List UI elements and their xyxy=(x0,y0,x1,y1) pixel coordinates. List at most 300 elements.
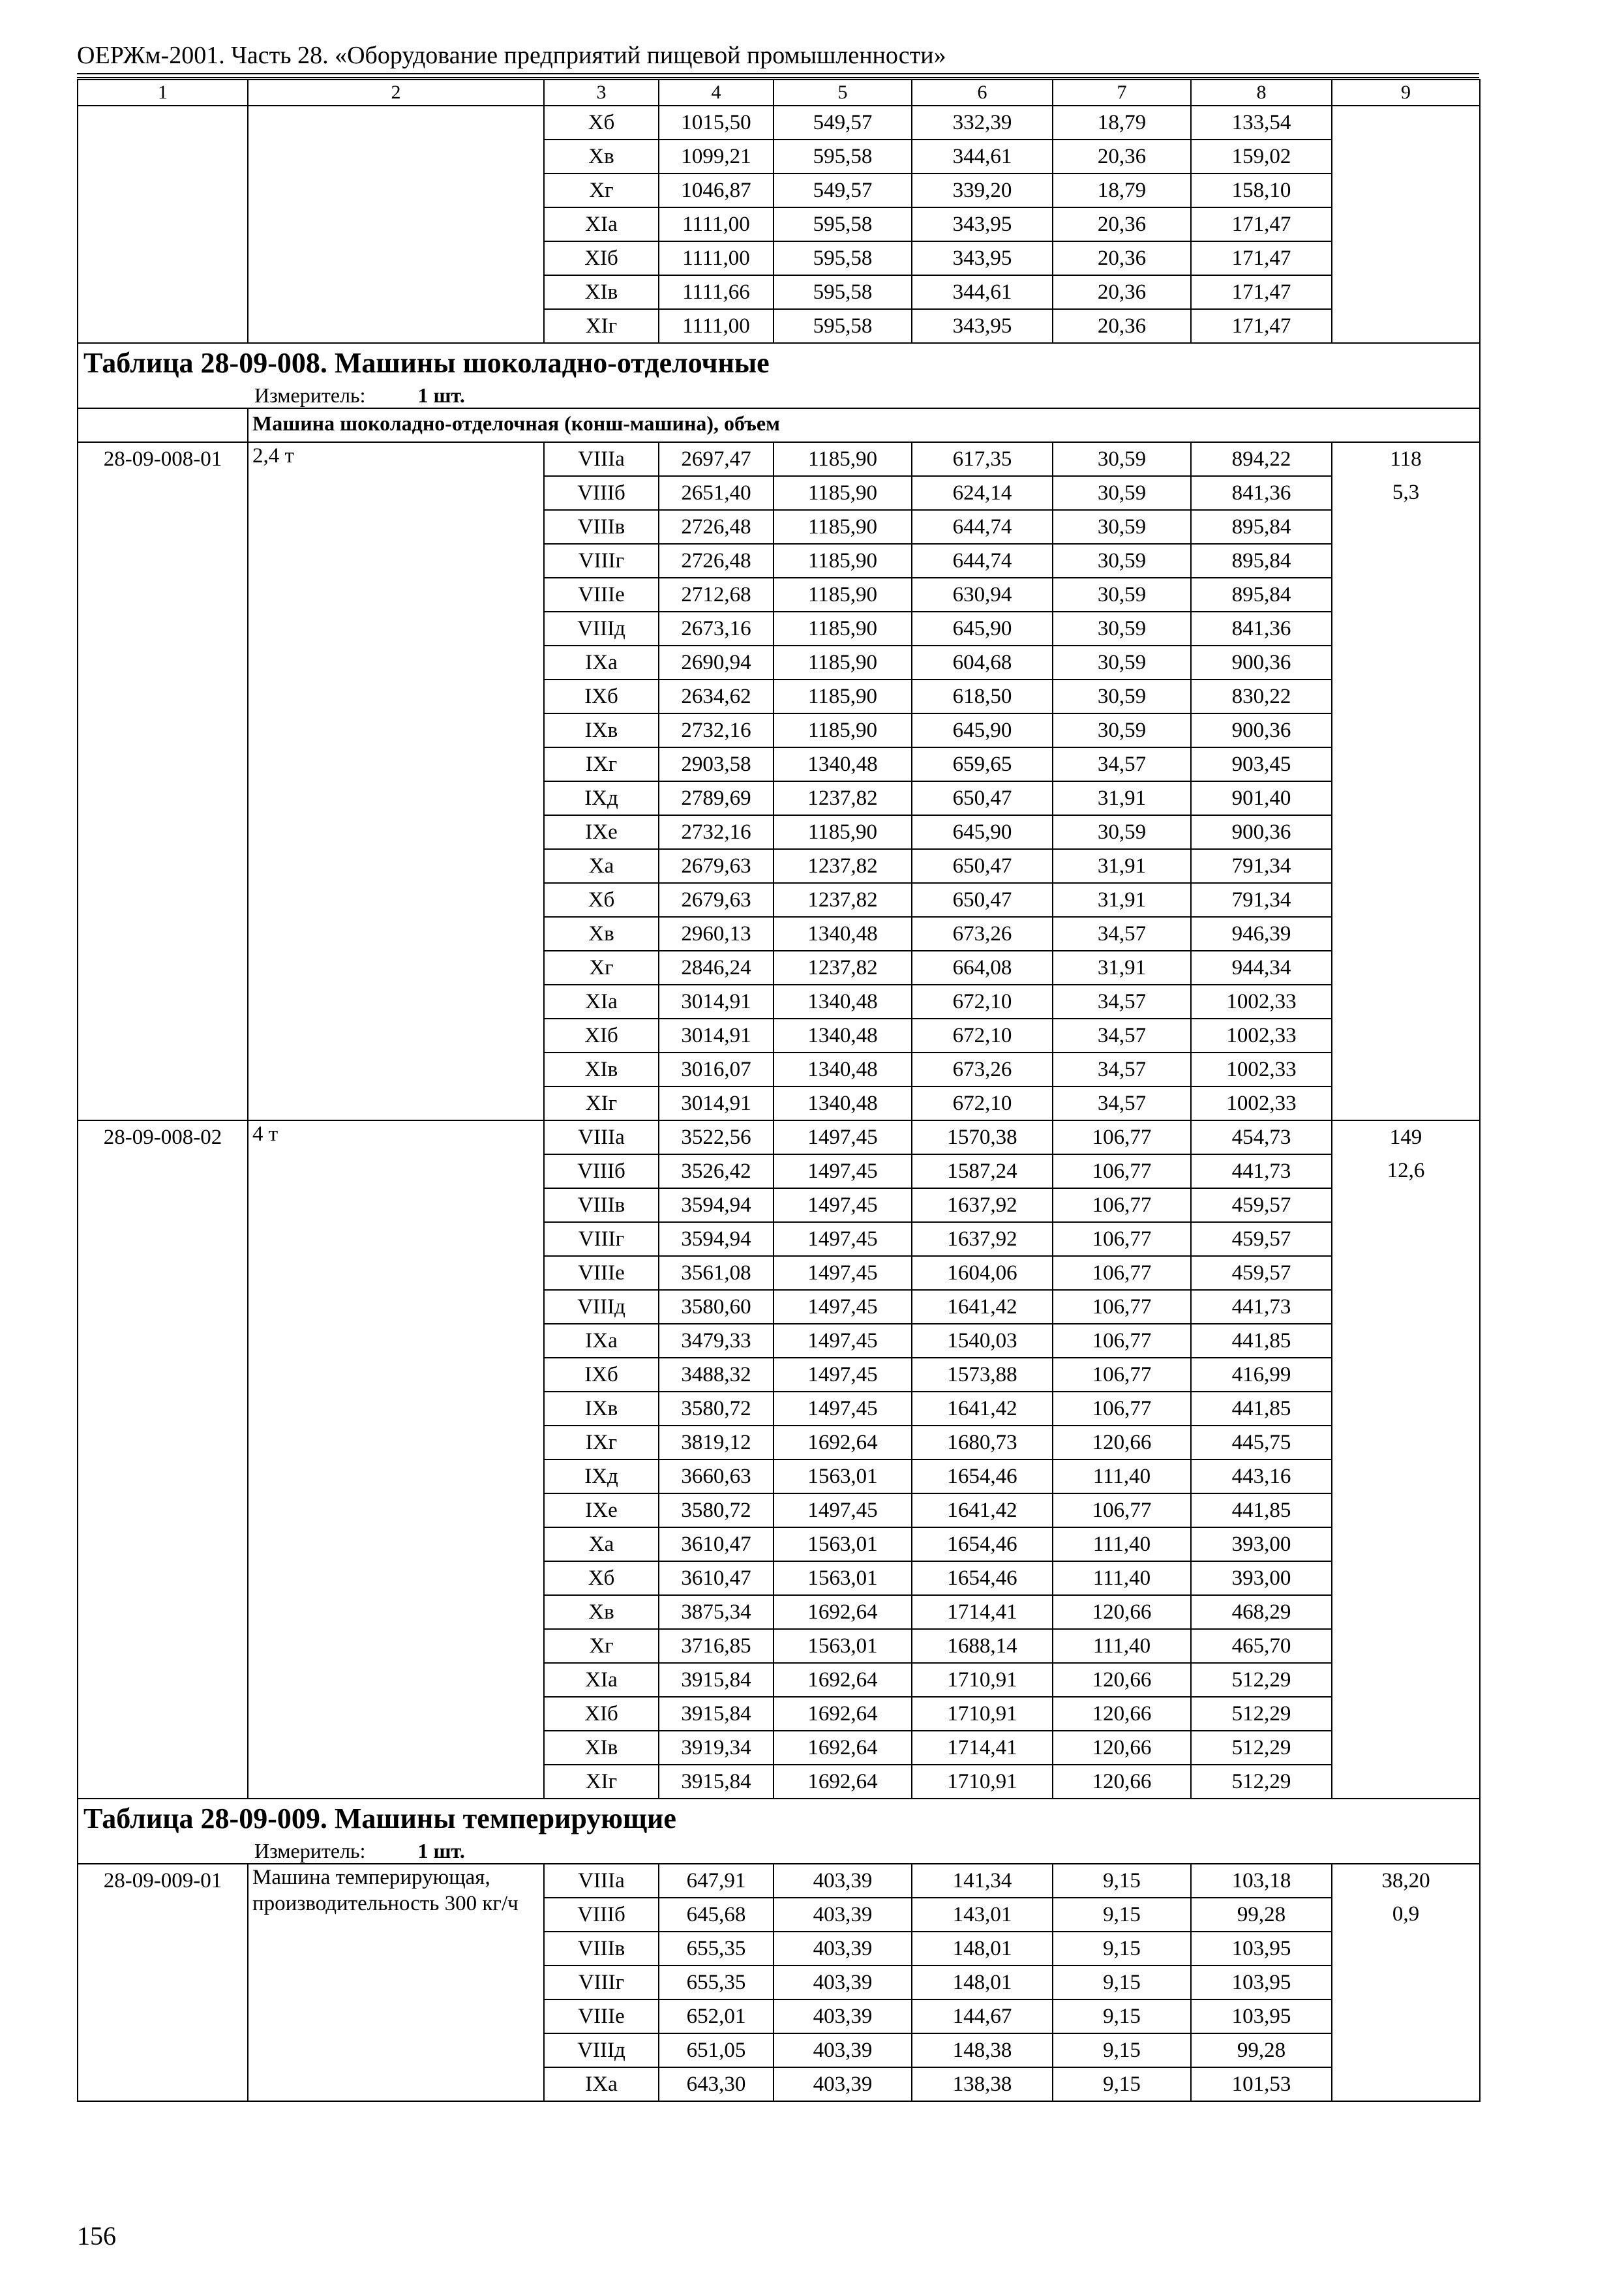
zone-cell: Xв xyxy=(544,917,659,951)
zone-cell: VIIIг xyxy=(544,1222,659,1256)
total-cost-cell: 3819,12 xyxy=(659,1426,774,1459)
materials-cell: 465,70 xyxy=(1191,1629,1332,1663)
machines-cell: 148,38 xyxy=(912,2033,1053,2067)
table-row xyxy=(78,442,1480,476)
materials-cell: 900,36 xyxy=(1191,646,1332,680)
machinists-wages-cell: 120,66 xyxy=(1053,1595,1191,1629)
resource-cell xyxy=(1332,1527,1480,1561)
machines-cell: 1570,38 xyxy=(912,1120,1053,1154)
resource-cell xyxy=(1332,951,1480,985)
wages-cell: 595,58 xyxy=(774,275,912,309)
wages-cell: 549,57 xyxy=(774,173,912,207)
materials-cell: 158,10 xyxy=(1191,173,1332,207)
wages-cell: 1497,45 xyxy=(774,1120,912,1154)
wages-cell: 1497,45 xyxy=(774,1256,912,1290)
machinists-wages-cell: 106,77 xyxy=(1053,1256,1191,1290)
machinists-wages-cell: 106,77 xyxy=(1053,1120,1191,1154)
total-cost-cell: 652,01 xyxy=(659,1999,774,2033)
resource-cell xyxy=(1332,713,1480,747)
machines-cell: 650,47 xyxy=(912,781,1053,815)
name-cell: 4 т xyxy=(248,1120,544,1799)
resource-cell xyxy=(1332,917,1480,951)
machinists-wages-cell: 9,15 xyxy=(1053,1932,1191,1966)
page-header: ОЕРЖм-2001. Часть 28. «Оборудование предприятий пищевой промышленности» xyxy=(77,42,946,69)
resource-cell xyxy=(1332,1966,1480,1999)
wages-cell: 1563,01 xyxy=(774,1629,912,1663)
zone-cell: VIIIб xyxy=(544,1898,659,1932)
zone-cell: IXв xyxy=(544,1392,659,1426)
column-number-cell: 5 xyxy=(774,80,912,106)
machines-cell: 344,61 xyxy=(912,140,1053,173)
resource-cell xyxy=(1332,883,1480,917)
materials-cell: 445,75 xyxy=(1191,1426,1332,1459)
wages-cell: 1563,01 xyxy=(774,1527,912,1561)
zone-cell: IXд xyxy=(544,1459,659,1493)
machinists-wages-cell: 120,66 xyxy=(1053,1426,1191,1459)
machines-cell: 664,08 xyxy=(912,951,1053,985)
machinists-wages-cell: 120,66 xyxy=(1053,1663,1191,1697)
machinists-wages-cell: 106,77 xyxy=(1053,1493,1191,1527)
machines-cell: 650,47 xyxy=(912,849,1053,883)
total-cost-cell: 2673,16 xyxy=(659,612,774,646)
machinists-wages-cell: 120,66 xyxy=(1053,1731,1191,1765)
total-cost-cell: 3580,72 xyxy=(659,1493,774,1527)
resource-cell xyxy=(1332,1999,1480,2033)
zone-cell: Xв xyxy=(544,140,659,173)
code-cell: 28-09-008-01 xyxy=(78,442,248,1120)
zone-cell: Xг xyxy=(544,1629,659,1663)
wages-cell: 403,39 xyxy=(774,1932,912,1966)
zone-cell: IXд xyxy=(544,781,659,815)
machinists-wages-cell: 34,57 xyxy=(1053,985,1191,1019)
machines-cell: 332,39 xyxy=(912,106,1053,140)
resource-cell xyxy=(1332,1019,1480,1053)
materials-cell: 791,34 xyxy=(1191,849,1332,883)
machinists-wages-cell: 9,15 xyxy=(1053,1864,1191,1898)
materials-cell: 103,95 xyxy=(1191,1932,1332,1966)
total-cost-cell: 3610,47 xyxy=(659,1561,774,1595)
table-title: Таблица 28-09-008. Машины шоколадно-отделочные xyxy=(83,347,770,379)
wages-cell: 1340,48 xyxy=(774,1053,912,1086)
wages-cell: 1692,64 xyxy=(774,1765,912,1799)
machinists-wages-cell: 34,57 xyxy=(1053,1086,1191,1120)
total-cost-cell: 3610,47 xyxy=(659,1527,774,1561)
materials-cell: 895,84 xyxy=(1191,578,1332,612)
total-cost-cell: 2697,47 xyxy=(659,442,774,476)
zone-cell: VIIIе xyxy=(544,1256,659,1290)
wages-cell: 1497,45 xyxy=(774,1493,912,1527)
materials-cell: 443,16 xyxy=(1191,1459,1332,1493)
wages-cell: 1237,82 xyxy=(774,883,912,917)
resource-cell xyxy=(1332,985,1480,1019)
materials-cell: 441,85 xyxy=(1191,1493,1332,1527)
total-cost-cell: 3014,91 xyxy=(659,1086,774,1120)
materials-cell: 171,47 xyxy=(1191,241,1332,275)
materials-cell: 946,39 xyxy=(1191,917,1332,951)
materials-cell: 512,29 xyxy=(1191,1765,1332,1799)
wages-cell: 1497,45 xyxy=(774,1324,912,1358)
zone-cell: Xг xyxy=(544,951,659,985)
materials-cell: 894,22 xyxy=(1191,442,1332,476)
materials-cell: 101,53 xyxy=(1191,2067,1332,2101)
resource-cell xyxy=(1332,2033,1480,2067)
total-cost-cell: 3016,07 xyxy=(659,1053,774,1086)
zone-cell: VIIIа xyxy=(544,442,659,476)
unit-line xyxy=(78,1838,1479,1863)
column-number-cell: 6 xyxy=(912,80,1053,106)
materials-cell: 468,29 xyxy=(1191,1595,1332,1629)
resource-cell xyxy=(1332,1222,1480,1256)
name-cell: 2,4 т xyxy=(248,442,544,1120)
machinists-wages-cell: 120,66 xyxy=(1053,1765,1191,1799)
materials-cell: 841,36 xyxy=(1191,612,1332,646)
machines-cell: 1710,91 xyxy=(912,1765,1053,1799)
materials-cell: 99,28 xyxy=(1191,1898,1332,1932)
machines-cell: 672,10 xyxy=(912,985,1053,1019)
resource-cell: 38,20 xyxy=(1332,1864,1480,1898)
resource-cell: 0,9 xyxy=(1332,1898,1480,1932)
machines-cell: 344,61 xyxy=(912,275,1053,309)
total-cost-cell: 2712,68 xyxy=(659,578,774,612)
total-cost-cell: 1046,87 xyxy=(659,173,774,207)
total-cost-cell: 3488,32 xyxy=(659,1358,774,1392)
machines-cell: 1714,41 xyxy=(912,1595,1053,1629)
zone-cell: Xг xyxy=(544,173,659,207)
materials-cell: 1002,33 xyxy=(1191,1053,1332,1086)
zone-cell: XIб xyxy=(544,241,659,275)
materials-cell: 512,29 xyxy=(1191,1663,1332,1697)
unit-value: 1 шт. xyxy=(417,383,465,407)
machines-cell: 141,34 xyxy=(912,1864,1053,1898)
wages-cell: 403,39 xyxy=(774,1966,912,1999)
materials-cell: 441,85 xyxy=(1191,1392,1332,1426)
zone-cell: XIв xyxy=(544,1731,659,1765)
total-cost-cell: 2732,16 xyxy=(659,713,774,747)
materials-cell: 1002,33 xyxy=(1191,1019,1332,1053)
machinists-wages-cell: 31,91 xyxy=(1053,849,1191,883)
total-cost-cell: 3526,42 xyxy=(659,1154,774,1188)
machinists-wages-cell: 30,59 xyxy=(1053,510,1191,544)
wages-cell: 1340,48 xyxy=(774,917,912,951)
machines-cell: 138,38 xyxy=(912,2067,1053,2101)
zone-cell: XIг xyxy=(544,1765,659,1799)
materials-cell: 441,85 xyxy=(1191,1324,1332,1358)
total-cost-cell: 3014,91 xyxy=(659,1019,774,1053)
total-cost-cell: 643,30 xyxy=(659,2067,774,2101)
resource-cell xyxy=(1332,544,1480,578)
materials-cell: 512,29 xyxy=(1191,1731,1332,1765)
machines-cell: 672,10 xyxy=(912,1086,1053,1120)
materials-cell: 512,29 xyxy=(1191,1697,1332,1731)
materials-cell: 103,95 xyxy=(1191,1999,1332,2033)
wages-cell: 595,58 xyxy=(774,207,912,241)
total-cost-cell: 3915,84 xyxy=(659,1697,774,1731)
zone-cell: Xб xyxy=(544,883,659,917)
wages-cell: 403,39 xyxy=(774,1898,912,1932)
zone-cell: IXа xyxy=(544,646,659,680)
resource-cell xyxy=(1332,1629,1480,1663)
resource-cell: 12,6 xyxy=(1332,1154,1480,1188)
subheading: Машина шоколадно-отделочная (конш-машина), объем xyxy=(248,408,1480,442)
machinists-wages-cell: 34,57 xyxy=(1053,1019,1191,1053)
page-number: 156 xyxy=(77,2221,116,2251)
wages-cell: 595,58 xyxy=(774,241,912,275)
zone-cell: XIа xyxy=(544,1663,659,1697)
zone-cell: XIа xyxy=(544,985,659,1019)
machinists-wages-cell: 106,77 xyxy=(1053,1324,1191,1358)
machinists-wages-cell: 9,15 xyxy=(1053,1898,1191,1932)
zone-cell: XIв xyxy=(544,1053,659,1086)
resource-cell xyxy=(1332,1392,1480,1426)
machines-cell: 148,01 xyxy=(912,1966,1053,1999)
total-cost-cell: 3875,34 xyxy=(659,1595,774,1629)
resource-cell xyxy=(1332,1595,1480,1629)
machines-cell: 1710,91 xyxy=(912,1663,1053,1697)
machines-cell: 343,95 xyxy=(912,309,1053,343)
resource-cell xyxy=(1332,1932,1480,1966)
machinists-wages-cell: 9,15 xyxy=(1053,1966,1191,1999)
resource-cell xyxy=(1332,1358,1480,1392)
machinists-wages-cell: 111,40 xyxy=(1053,1527,1191,1561)
code-cell: 28-09-008-02 xyxy=(78,1120,248,1799)
machines-cell: 1604,06 xyxy=(912,1256,1053,1290)
machinists-wages-cell: 106,77 xyxy=(1053,1358,1191,1392)
wages-cell: 1692,64 xyxy=(774,1697,912,1731)
machines-cell: 644,74 xyxy=(912,510,1053,544)
zone-cell: IXе xyxy=(544,815,659,849)
machines-cell: 618,50 xyxy=(912,680,1053,713)
zone-cell: XIв xyxy=(544,275,659,309)
total-cost-cell: 3561,08 xyxy=(659,1256,774,1290)
wages-cell: 1237,82 xyxy=(774,849,912,883)
table-row xyxy=(78,1864,1480,1898)
machinists-wages-cell: 30,59 xyxy=(1053,646,1191,680)
machines-cell: 1641,42 xyxy=(912,1290,1053,1324)
unit-label: Измеритель: xyxy=(254,1839,366,1863)
column-number-cell: 3 xyxy=(544,80,659,106)
resource-cell xyxy=(1332,1053,1480,1086)
resource-cell xyxy=(1332,612,1480,646)
zone-cell: VIIIд xyxy=(544,2033,659,2067)
total-cost-cell: 651,05 xyxy=(659,2033,774,2067)
zone-cell: Xб xyxy=(544,106,659,140)
wages-cell: 1185,90 xyxy=(774,612,912,646)
machines-cell: 1688,14 xyxy=(912,1629,1053,1663)
total-cost-cell: 1111,00 xyxy=(659,309,774,343)
resource-cell xyxy=(1332,781,1480,815)
zone-cell: VIIIе xyxy=(544,578,659,612)
zone-cell: IXа xyxy=(544,1324,659,1358)
wages-cell: 1692,64 xyxy=(774,1426,912,1459)
section-header-row xyxy=(78,343,1480,408)
machines-cell: 1637,92 xyxy=(912,1188,1053,1222)
table-title: Таблица 28-09-009. Машины темперирующие xyxy=(83,1803,676,1834)
total-cost-cell: 3594,94 xyxy=(659,1222,774,1256)
resource-cell xyxy=(1332,578,1480,612)
total-cost-cell: 3915,84 xyxy=(659,1765,774,1799)
total-cost-cell: 3580,60 xyxy=(659,1290,774,1324)
machines-cell: 1540,03 xyxy=(912,1324,1053,1358)
total-cost-cell: 1111,00 xyxy=(659,207,774,241)
wages-cell: 1185,90 xyxy=(774,510,912,544)
wages-cell: 595,58 xyxy=(774,140,912,173)
zone-cell: VIIIв xyxy=(544,1932,659,1966)
machines-cell: 1641,42 xyxy=(912,1493,1053,1527)
machinists-wages-cell: 106,77 xyxy=(1053,1154,1191,1188)
machinists-wages-cell: 30,59 xyxy=(1053,680,1191,713)
price-table-body xyxy=(78,80,1480,2101)
materials-cell: 903,45 xyxy=(1191,747,1332,781)
wages-cell: 1563,01 xyxy=(774,1561,912,1595)
zone-cell: Xа xyxy=(544,1527,659,1561)
materials-cell: 133,54 xyxy=(1191,106,1332,140)
wages-cell: 1185,90 xyxy=(774,476,912,510)
total-cost-cell: 645,68 xyxy=(659,1898,774,1932)
resource-cell xyxy=(1332,815,1480,849)
table-row xyxy=(78,106,1480,140)
zone-cell: IXв xyxy=(544,713,659,747)
machines-cell: 673,26 xyxy=(912,1053,1053,1086)
machinists-wages-cell: 20,36 xyxy=(1053,241,1191,275)
machines-cell: 645,90 xyxy=(912,713,1053,747)
machines-cell: 339,20 xyxy=(912,173,1053,207)
materials-cell: 459,57 xyxy=(1191,1188,1332,1222)
zone-cell: VIIIе xyxy=(544,1999,659,2033)
wages-cell: 403,39 xyxy=(774,1864,912,1898)
zone-cell: VIIIб xyxy=(544,1154,659,1188)
wages-cell: 1692,64 xyxy=(774,1595,912,1629)
machinists-wages-cell: 31,91 xyxy=(1053,781,1191,815)
wages-cell: 1185,90 xyxy=(774,680,912,713)
machinists-wages-cell: 106,77 xyxy=(1053,1290,1191,1324)
zone-cell: VIIIг xyxy=(544,544,659,578)
resource-cell xyxy=(1332,2067,1480,2101)
materials-cell: 895,84 xyxy=(1191,544,1332,578)
machinists-wages-cell: 20,36 xyxy=(1053,275,1191,309)
wages-cell: 1237,82 xyxy=(774,781,912,815)
zone-cell: IXг xyxy=(544,747,659,781)
wages-cell: 1497,45 xyxy=(774,1392,912,1426)
machines-cell: 644,74 xyxy=(912,544,1053,578)
column-number-cell: 4 xyxy=(659,80,774,106)
wages-cell: 1185,90 xyxy=(774,442,912,476)
wages-cell: 1185,90 xyxy=(774,578,912,612)
resource-cell xyxy=(1332,1561,1480,1595)
machines-cell: 659,65 xyxy=(912,747,1053,781)
section-header-row xyxy=(78,1799,1480,1864)
machinists-wages-cell: 9,15 xyxy=(1053,2067,1191,2101)
machines-cell: 143,01 xyxy=(912,1898,1053,1932)
machines-cell: 343,95 xyxy=(912,207,1053,241)
resource-cell: 149 xyxy=(1332,1120,1480,1154)
machines-cell: 645,90 xyxy=(912,815,1053,849)
materials-cell: 159,02 xyxy=(1191,140,1332,173)
machinists-wages-cell: 106,77 xyxy=(1053,1222,1191,1256)
wages-cell: 1497,45 xyxy=(774,1188,912,1222)
zone-cell: Xа xyxy=(544,849,659,883)
machinists-wages-cell: 34,57 xyxy=(1053,1053,1191,1086)
materials-cell: 416,99 xyxy=(1191,1358,1332,1392)
materials-cell: 171,47 xyxy=(1191,275,1332,309)
total-cost-cell: 3479,33 xyxy=(659,1324,774,1358)
materials-cell: 944,34 xyxy=(1191,951,1332,985)
wages-cell: 1692,64 xyxy=(774,1663,912,1697)
machinists-wages-cell: 34,57 xyxy=(1053,747,1191,781)
total-cost-cell: 2903,58 xyxy=(659,747,774,781)
total-cost-cell: 3522,56 xyxy=(659,1120,774,1154)
wages-cell: 403,39 xyxy=(774,1999,912,2033)
materials-cell: 841,36 xyxy=(1191,476,1332,510)
total-cost-cell: 2651,40 xyxy=(659,476,774,510)
machines-cell: 1654,46 xyxy=(912,1527,1053,1561)
total-cost-cell: 2789,69 xyxy=(659,781,774,815)
resource-cell xyxy=(1332,1493,1480,1527)
zone-cell: VIIIа xyxy=(544,1120,659,1154)
resource-cell xyxy=(1332,1731,1480,1765)
total-cost-cell: 3716,85 xyxy=(659,1629,774,1663)
resource-cell xyxy=(1332,747,1480,781)
total-cost-cell: 655,35 xyxy=(659,1932,774,1966)
name-cell xyxy=(248,106,544,343)
total-cost-cell: 2726,48 xyxy=(659,510,774,544)
materials-cell: 103,95 xyxy=(1191,1966,1332,1999)
section-header xyxy=(78,343,1480,408)
machinists-wages-cell: 111,40 xyxy=(1053,1561,1191,1595)
total-cost-cell: 3919,34 xyxy=(659,1731,774,1765)
materials-cell: 441,73 xyxy=(1191,1290,1332,1324)
machinists-wages-cell: 9,15 xyxy=(1053,2033,1191,2067)
column-number-cell: 8 xyxy=(1191,80,1332,106)
wages-cell: 1692,64 xyxy=(774,1731,912,1765)
materials-cell: 1002,33 xyxy=(1191,1086,1332,1120)
wages-cell: 595,58 xyxy=(774,309,912,343)
resource-cell xyxy=(1332,1324,1480,1358)
wages-cell: 1185,90 xyxy=(774,646,912,680)
resource-cell xyxy=(1332,510,1480,544)
machines-cell: 1587,24 xyxy=(912,1154,1053,1188)
subheading-row xyxy=(78,408,1480,442)
subheading-spacer xyxy=(78,408,248,442)
resource-cell xyxy=(1332,849,1480,883)
column-number-cell: 9 xyxy=(1332,80,1480,106)
machines-cell: 650,47 xyxy=(912,883,1053,917)
zone-cell: XIг xyxy=(544,309,659,343)
machinists-wages-cell: 30,59 xyxy=(1053,815,1191,849)
total-cost-cell: 2679,63 xyxy=(659,883,774,917)
machinists-wages-cell: 34,57 xyxy=(1053,917,1191,951)
materials-cell: 441,73 xyxy=(1191,1154,1332,1188)
resource-cell xyxy=(1332,1188,1480,1222)
total-cost-cell: 3660,63 xyxy=(659,1459,774,1493)
zone-cell: XIб xyxy=(544,1697,659,1731)
resource-cell xyxy=(1332,1290,1480,1324)
header-rule xyxy=(77,73,1479,78)
machines-cell: 624,14 xyxy=(912,476,1053,510)
wages-cell: 1497,45 xyxy=(774,1222,912,1256)
wages-cell: 1340,48 xyxy=(774,985,912,1019)
resource-cell: 5,3 xyxy=(1332,476,1480,510)
zone-cell: VIIIб xyxy=(544,476,659,510)
machinists-wages-cell: 120,66 xyxy=(1053,1697,1191,1731)
resource-cell: 118 xyxy=(1332,442,1480,476)
machines-cell: 1654,46 xyxy=(912,1561,1053,1595)
resource-cell xyxy=(1332,106,1480,343)
wages-cell: 403,39 xyxy=(774,2067,912,2101)
total-cost-cell: 655,35 xyxy=(659,1966,774,1999)
materials-cell: 454,73 xyxy=(1191,1120,1332,1154)
machinists-wages-cell: 111,40 xyxy=(1053,1459,1191,1493)
name-cell: Машина темперирующая, производительность 300 кг/ч xyxy=(248,1864,544,2101)
